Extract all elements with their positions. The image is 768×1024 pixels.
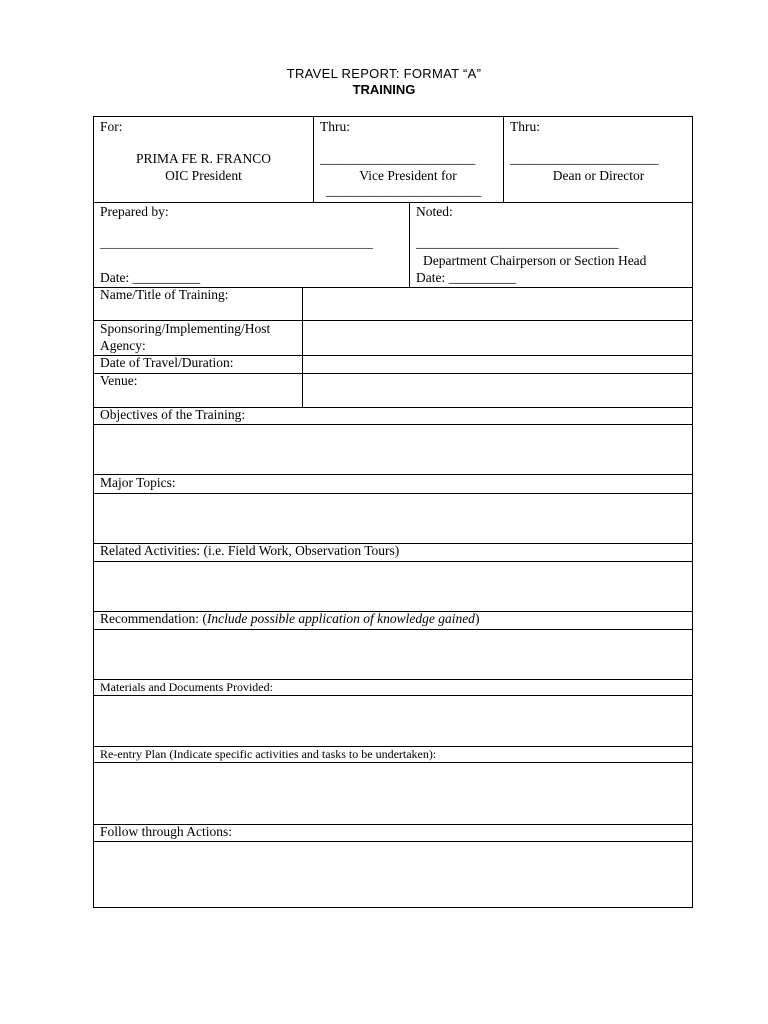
sponsoring-agency-label: Sponsoring/Implementing/Host xyxy=(100,321,271,336)
addressee-position: OIC President xyxy=(165,168,242,183)
report-subtitle: TRAINING xyxy=(352,82,416,97)
row-divider xyxy=(94,493,692,494)
noted-date-label: Date: __________ xyxy=(416,270,517,285)
column-divider xyxy=(503,117,504,202)
vice-president-field-line: _______________________ xyxy=(326,183,482,198)
recommendation-hint: Include possible application of knowledge gained xyxy=(206,611,475,626)
thru-label: Thru: xyxy=(510,119,540,134)
follow-through-label: Follow through Actions: xyxy=(100,824,233,839)
prepared-by-signature-line: __________________________________________ xyxy=(100,235,373,250)
row-divider xyxy=(94,629,692,630)
signature-line: _______________________ xyxy=(320,151,476,166)
row-divider xyxy=(94,841,692,842)
row-divider xyxy=(94,561,692,562)
travel-date-label: Date of Travel/Duration: xyxy=(100,355,234,370)
recommendation-suffix: ) xyxy=(474,611,480,626)
travel-report-form xyxy=(93,116,693,908)
row-divider xyxy=(94,373,692,374)
report-title: TRAVEL REPORT: FORMAT “A” xyxy=(286,66,482,81)
recommendation-label xyxy=(100,611,479,627)
training-name-label: Name/Title of Training: xyxy=(100,287,229,302)
sponsoring-agency-label-cont: Agency: xyxy=(100,338,146,353)
recommendation-prefix: Recommendation: ( xyxy=(100,611,207,626)
reentry-plan-label: Re-entry Plan (Indicate specific activities and tasks to be undertaken): xyxy=(100,747,437,761)
row-divider xyxy=(94,762,692,763)
column-divider xyxy=(313,117,314,202)
row-divider xyxy=(94,202,692,203)
thru-label: Thru: xyxy=(320,119,350,134)
related-activities-label: Related Activities: (i.e. Field Work, Observation Tours) xyxy=(100,543,400,558)
row-divider xyxy=(94,695,692,696)
noted-label: Noted: xyxy=(416,204,453,219)
noted-signature-line: ______________________________ xyxy=(416,235,619,250)
objectives-label: Objectives of the Training: xyxy=(100,407,246,422)
row-divider xyxy=(94,474,692,475)
column-divider xyxy=(302,287,303,407)
department-chairperson-label: Department Chairperson or Section Head xyxy=(423,253,647,268)
for-label: For: xyxy=(100,119,123,134)
signature-line: ______________________ xyxy=(510,151,659,166)
vice-president-label: Vice President for xyxy=(359,168,457,183)
row-divider xyxy=(94,424,692,425)
materials-label: Materials and Documents Provided: xyxy=(100,680,273,694)
venue-label: Venue: xyxy=(100,373,138,388)
addressee-name: PRIMA FE R. FRANCO xyxy=(135,151,272,166)
major-topics-label: Major Topics: xyxy=(100,475,176,490)
column-divider xyxy=(409,202,410,287)
prepared-by-label: Prepared by: xyxy=(100,204,169,219)
dean-director-label: Dean or Director xyxy=(552,168,645,183)
prepared-date-label: Date: __________ xyxy=(100,270,201,285)
